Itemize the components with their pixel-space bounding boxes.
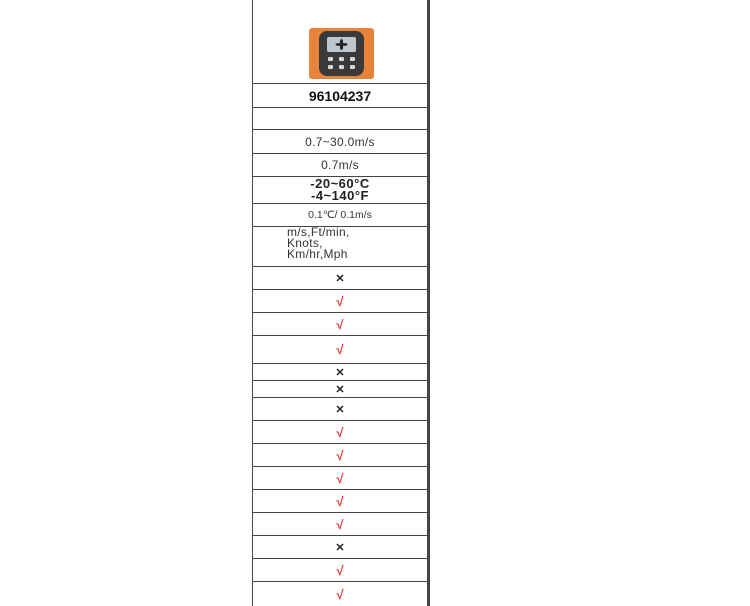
check-mark-icon: √ [336, 562, 344, 578]
feature-row [253, 267, 427, 290]
range-value: 0.7~30.0m/s [253, 130, 427, 154]
check-mark-icon: √ [336, 516, 344, 532]
temperature-celsius: -20~60°C [310, 176, 370, 191]
units-line-3: Km/hr,Mph [287, 247, 348, 261]
anemometer-device-icon [309, 28, 374, 79]
units-line-2: Knots, [287, 236, 323, 250]
check-mark-icon: √ [336, 447, 344, 463]
units-cell [253, 227, 427, 267]
check-mark-icon: √ [336, 586, 344, 602]
cross-mark-icon: ✕ [335, 272, 345, 285]
feature-row [253, 490, 427, 513]
blank-cell [253, 108, 427, 130]
accuracy-value: 0.7m/s [253, 154, 427, 177]
feature-row [253, 290, 427, 313]
check-mark-icon: √ [336, 342, 344, 357]
feature-row [253, 421, 427, 444]
feature-row [253, 559, 427, 582]
units-line-1: m/s,Ft/min, [287, 225, 350, 239]
model-number: 96104237 [253, 84, 427, 108]
temperature-range-cell [253, 177, 427, 204]
check-mark-icon: √ [336, 293, 344, 309]
cross-mark-icon: ✕ [335, 366, 345, 379]
cross-mark-icon: ✕ [335, 403, 345, 416]
cross-mark-icon: ✕ [335, 541, 345, 554]
feature-row [253, 336, 427, 364]
check-mark-icon: √ [336, 470, 344, 486]
spec-column [252, 0, 430, 606]
feature-row [253, 313, 427, 336]
feature-row [253, 467, 427, 490]
check-mark-icon: √ [336, 493, 344, 509]
temperature-fahrenheit: -4~140°F [311, 188, 369, 203]
cross-mark-icon: ✕ [335, 383, 345, 396]
feature-row [253, 536, 427, 559]
check-mark-icon: √ [336, 316, 344, 332]
feature-row [253, 364, 427, 381]
feature-row [253, 582, 427, 606]
feature-row [253, 398, 427, 421]
feature-row [253, 381, 427, 398]
check-mark-icon: √ [336, 424, 344, 440]
product-image-cell [253, 0, 427, 84]
feature-row [253, 444, 427, 467]
feature-row [253, 513, 427, 536]
resolution-value: 0.1℃/ 0.1m/s [253, 204, 427, 227]
